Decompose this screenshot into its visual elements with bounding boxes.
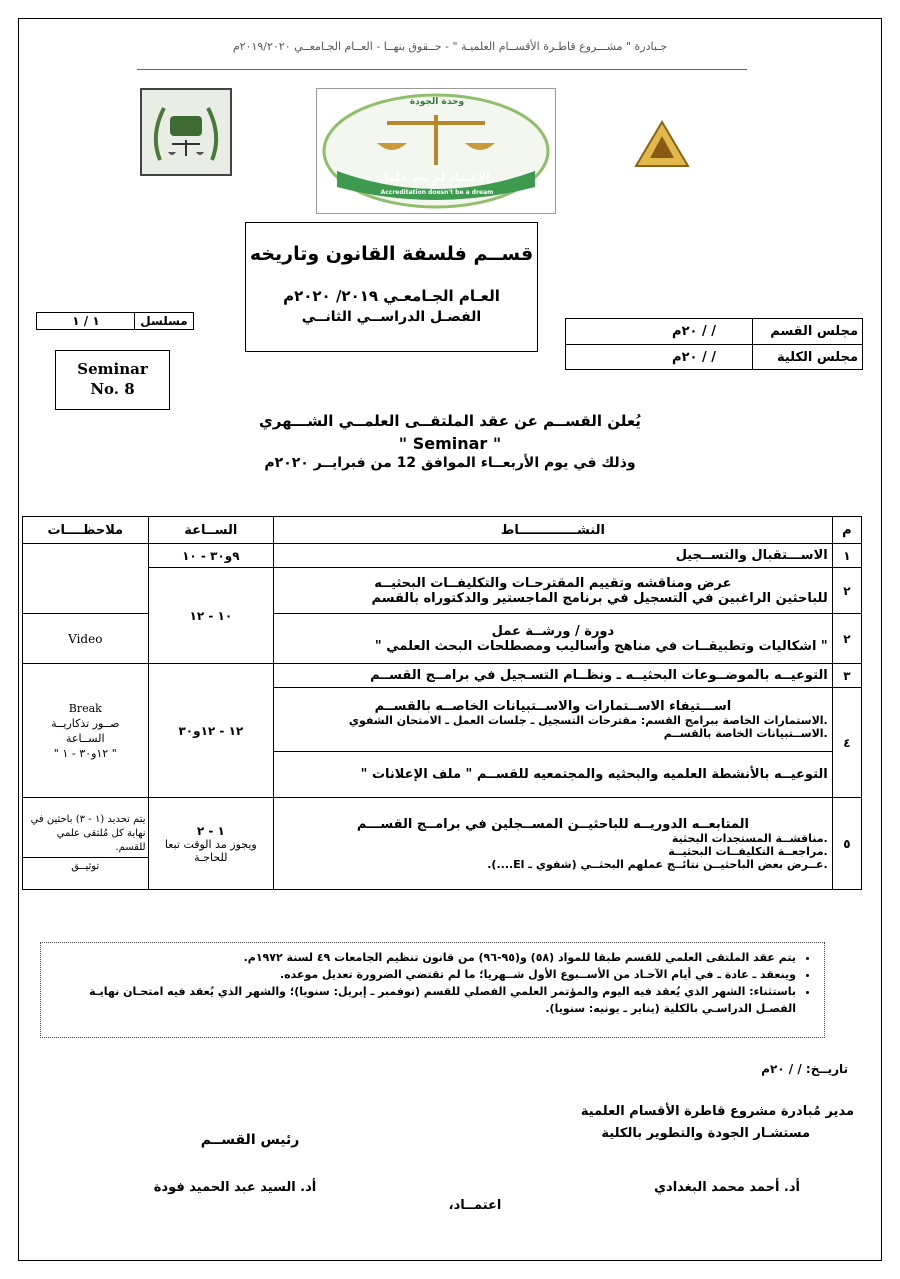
signer1-subtitle: مستشـار الجودة والتطوير بالكلية (601, 1126, 810, 1141)
row-activity (274, 798, 833, 890)
header-rule (137, 69, 747, 70)
row-num: ٢ (832, 568, 861, 614)
activity-text: .الاســتبيانات الخاصة بالقســم (663, 727, 828, 740)
activity-text: للباحثين الراغبين في التسجيل في برنامج الماجستير والدكتوراه بالقسم (371, 590, 828, 606)
row-note (23, 544, 149, 614)
row-time: ٩و٣٠ - ١٠ (148, 544, 274, 568)
announcement-line2: " Seminar " (398, 434, 502, 453)
announcement-line1: يُعلن القســم عن عقد الملتقــى العلمــي الشـــهري (259, 412, 641, 430)
row-time: ١٢ - ١٢و٣٠ (148, 664, 274, 798)
approval-label: اعتمــاد، (448, 1198, 502, 1213)
activity-text: اســـتيفاء الاســتمارات والاســتبيانات الخاصــه بالقســم (374, 699, 732, 714)
row-num: ٤ (832, 688, 861, 798)
activity-text: .مناقشــة المستجدات البحثية (671, 831, 828, 845)
notes-box (40, 942, 825, 1038)
row-time (148, 798, 274, 890)
note-item: • وينعقد ـ عادة ـ في أيام الآحـاد من الأســبوع الأول شــهريا؛ ما لم تقتضي الضرورة تعديل موعده. (49, 966, 796, 983)
table-row (23, 544, 862, 568)
college-council-label: مجلس الكلية (752, 345, 862, 370)
agenda-table (22, 516, 862, 890)
footer-date: تاريــخ: / / ٢٠م (761, 1062, 848, 1076)
university-logo (632, 118, 692, 170)
row-num: ٢ (832, 614, 861, 664)
college-council-date: / / ٢٠م (672, 350, 716, 365)
row-activity (274, 688, 833, 752)
serial-label: مسلسل (134, 313, 193, 329)
note-researchers: يتم تحديد (١ - ٣) باحثين في نهاية كل مُلتقى علمي للقسم. (30, 814, 146, 853)
university-emblem-icon (632, 118, 692, 170)
row-num: ١ (832, 544, 861, 568)
signer2-title: رئيس القســم (200, 1132, 300, 1148)
quality-unit-label: وحدة الجودة (409, 97, 465, 107)
activity-text: دورة / ورشــة عمل (491, 623, 615, 639)
header-time: الســاعة (148, 517, 274, 544)
laurel-scales-icon (142, 90, 230, 174)
activity-text: " اشكاليات وتطبيقــات في مناهج وأساليب ومصطلحات البحث العلمي " (374, 638, 828, 654)
header-activity: النشـــــــــــــاط (274, 517, 833, 544)
row-activity (274, 664, 833, 688)
activity-text: التوعيــه بالموضــوعات البحثيــه ـ ونظــام التسـجيل في برامــج القســم (370, 668, 828, 683)
note-break: Break (68, 701, 102, 715)
department-name: قســم فلسفة القانون وتاريخه (249, 243, 534, 265)
seminar-label: Seminar (77, 360, 148, 378)
row-num: ٥ (832, 798, 861, 890)
signer1-title: مدير مُبادرة مشروع قاطرة الأقسام العلمية (580, 1104, 854, 1119)
row-note (23, 664, 149, 798)
activity-text: .عــرض بعض الباحثيــن نتائــج عملهم البحثــي (شفوي ـ El....). (487, 857, 828, 871)
header-num: م (832, 517, 861, 544)
serial-value: ١ / ١ (72, 314, 100, 328)
row-note: Video (23, 614, 149, 664)
dept-council-date: / / ٢٠م (672, 324, 716, 339)
table-row (23, 664, 862, 688)
table-row (23, 798, 862, 890)
announcement-date: وذلك في يوم الأربعــاء الموافق 12 من فبرايــر ٢٠٢٠م (264, 455, 636, 471)
row-note (23, 798, 149, 890)
row-num: ٣ (832, 664, 861, 688)
activity-text: .مراجعــة التكليفــات البحثيــة (668, 844, 828, 858)
law-faculty-logo (140, 88, 232, 176)
table-row (23, 568, 862, 614)
council-approval-box (565, 318, 863, 370)
seminar-number: No. 8 (90, 380, 135, 398)
row-activity (274, 544, 833, 568)
serial-box (36, 312, 194, 330)
note-item: • يتم عقد الملتقى العلمي للقسم طبقا للمواد (٥٨) و(٩٥-٩٦) من قانون تنظيم الجامعات ٤٩ لسنة ١٩٧٢م. (49, 949, 796, 966)
quality-banner-subtext: Accreditation doesn't be a dream (380, 189, 494, 196)
activity-text: الاســـتقبال والتســجيل (675, 548, 828, 563)
note-photos: صــور تذكاريــة (51, 716, 120, 730)
academic-term: الفصـل الدراســي الثانــي (301, 309, 482, 325)
announcement (150, 412, 750, 471)
dept-council-label: مجلس القسم (752, 319, 862, 344)
note-break-time: " ١٢و٣٠ - ١ " (53, 746, 117, 760)
row-activity (274, 752, 833, 798)
seminar-number-box (55, 350, 170, 410)
signer1-name: أد. أحمد محمد البغدادي (654, 1180, 800, 1195)
note-documentation: توثيــق (23, 857, 148, 876)
row-activity (274, 614, 833, 664)
note-hour: الســاعة (66, 731, 105, 745)
activity-text: المتابعــه الدوريــه للباحثيــن المســجلين في برامــج القســـم (356, 816, 749, 832)
row-activity (274, 568, 833, 614)
row-time: ١٠ - ١٢ (148, 568, 274, 664)
quality-unit-logo (316, 88, 556, 214)
signer2-name: أد. السيد عبد الحميد فودة (153, 1180, 317, 1195)
activity-text: عرض ومناقشه وتقييم المقترحـات والتكليفــات البحثيــه (374, 575, 732, 591)
header-line: جـبادرة " مشـــروع قاطـرة الأقســام العلميـة " - حــقوق بنهــا - العــام الجـامعــي ٢٠١٩/٢٠٢٠م (232, 40, 668, 53)
time-range: ١ - ٢ (196, 823, 225, 838)
activity-text: .الاستمارات الخاصة ببرامج القسم: مقترحات التسجيل ـ جلسات العمل ـ الامتحان الشفوي (348, 714, 828, 727)
time-note: ويجوز مد الوقت تبعا للحاجـة (164, 837, 257, 864)
header-notes: ملاحظــــات (23, 517, 149, 544)
academic-year: العـام الجـامعـي ٢٠١٩/ ٢٠٢٠م (283, 287, 500, 305)
table-header-row (23, 517, 862, 544)
activity-text: التوعيــه بالأنشطة العلميه والبحثيه والمجتمعيه للقســم " ملف الإعلانات " (360, 767, 828, 782)
quality-banner-text: الاعتماد لم يعد حلما (384, 171, 490, 184)
note-item: • باستثناء: الشهر الذي يُعقد فيه اليوم والمؤتمر العلمي الفصلي للقسم (نوفمبر ـ إبريل: سنويا)؛ والشهر الذي يُعقد فيه امتحـان نهايـة الفصـل الدراسـي بالكلية (يناير ـ يونيه: سنويا). (49, 983, 796, 1017)
department-title-box (245, 222, 538, 352)
